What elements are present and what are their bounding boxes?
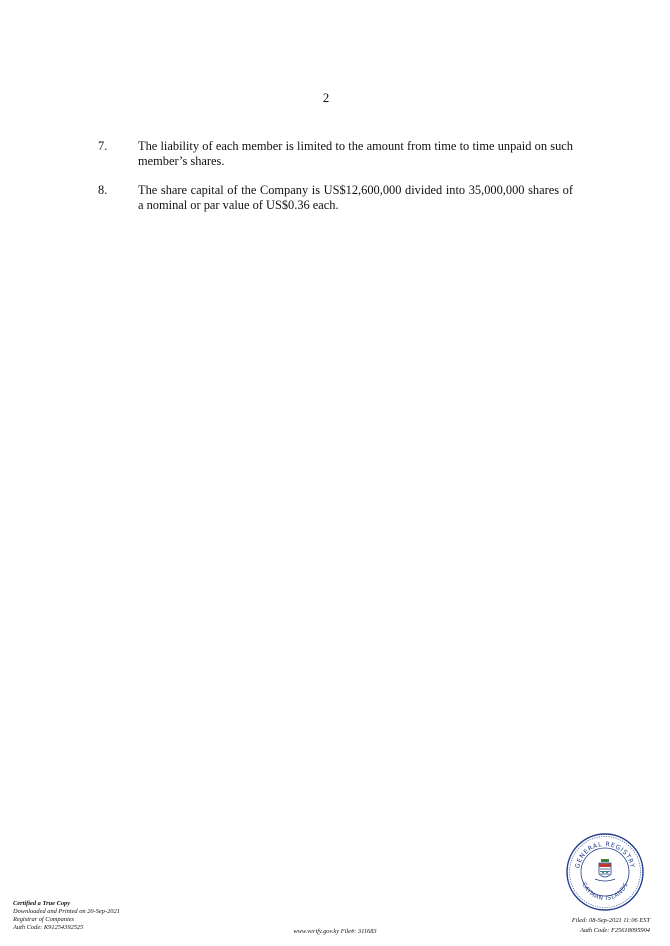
auth-code-right: Auth Code: F25618095904 (580, 927, 650, 934)
filed-date: Filed: 08-Sep-2021 11:06 EST (571, 917, 650, 924)
page-number: 2 (322, 90, 330, 105)
clause-number: 7. (98, 139, 108, 153)
svg-text:CAYMAN ISLANDS (580, 882, 630, 902)
verify-footer: www.verify.gov.ky File#: 311683 (293, 928, 377, 935)
seal-bottom-text: CAYMAN ISLANDS (580, 881, 630, 903)
certified-label: Certified a True Copy (13, 900, 71, 907)
registry-seal-icon (565, 832, 645, 912)
seal-top-text: GENERAL REGISTRY (574, 840, 636, 870)
clause-7 (98, 139, 573, 169)
registrar-label: Registrar of Companies (13, 916, 75, 923)
coat-of-arms-icon (595, 859, 615, 881)
download-date: Downloaded and Printed on 20-Sep-2021 (13, 908, 120, 915)
clause-text: The share capital of the Company is US$12,600,000 divided into 35,000,000 shares of a nominal or par value of US$0.36 each. (138, 183, 573, 212)
clause-number: 8. (98, 183, 108, 197)
clause-text: The liability of each member is limited to the amount from time to time unpaid on such member’s shares. (138, 139, 573, 168)
auth-code-left: Auth Code: K91254392525 (13, 924, 84, 931)
filing-block (572, 916, 650, 936)
clause-8 (98, 183, 573, 213)
